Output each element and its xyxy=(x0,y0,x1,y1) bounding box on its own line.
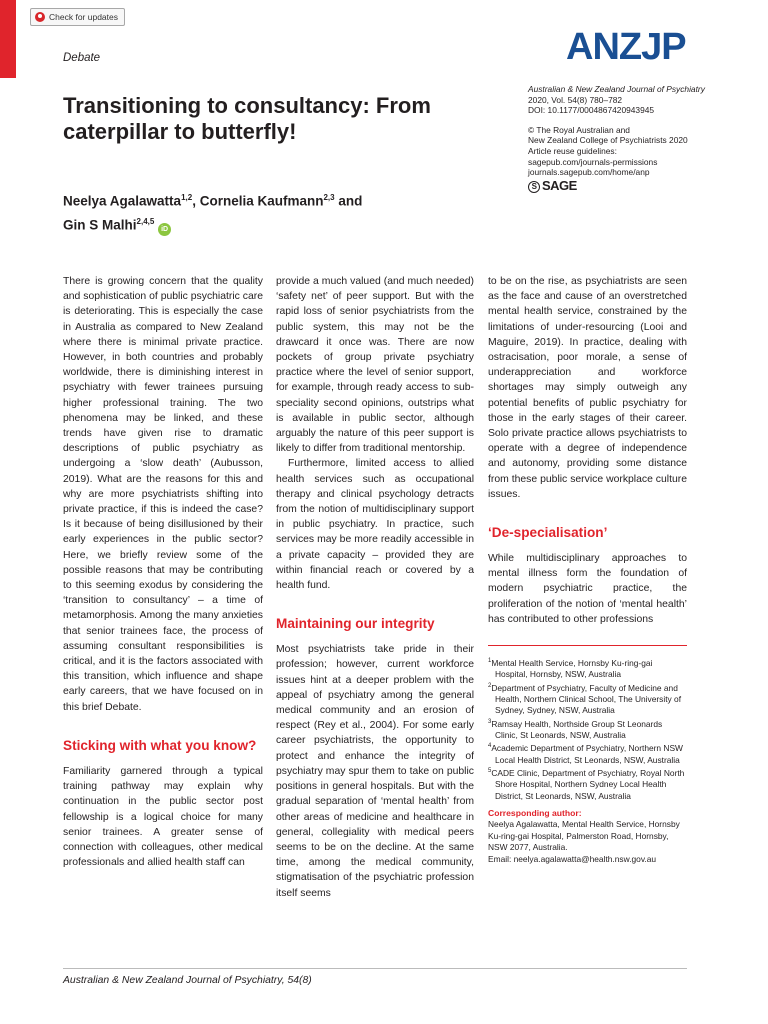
article-section-label: Debate xyxy=(63,52,101,64)
author-name[interactable]: Gin S Malhi xyxy=(63,217,137,232)
body-paragraph: Familiarity garnered through a typical training pathway may explain why continuation in the public sector post fellowship is a logical choice for many senior trainees. A greater sense of connection with colleagues, other medical professionals and allied health staff can xyxy=(63,765,263,869)
corresponding-author-email[interactable]: Email: neelya.agalawatta@health.nsw.gov.au xyxy=(488,853,657,864)
body-paragraph: There is growing concern that the quality and sophistication of public psychiatric care is deteriorating. This is especially the case in Australia as compared to New Zealand where there is minimal private practice. However, in both countries and probably worldwide, there is diminishing interest in psychiatry with fewer trainees pursuing higher professional training. The two phenomena may be linked, and these trends have given rise to dramatic descriptions of public psychiatry as undergoing a ‘slow death’ (Aubusson, 2019). What are the reasons for this and why are more psychiatrists shifting into private practice, if this is indeed the case? Is it because of being disillusioned by their early experiences in the public sector? Here, we briefly review some of the possible reasons that may be contributing to this seeming exodus by considering the ‘transition to consultancy’ – a time of metamorphosis. Among the many anxieties that senior trainees face, the process of assuming consultant responsibilities is critical, and it is the factors associated with this transition, which influence and shape early careers, that we have focused on in this brief Debate. xyxy=(63,276,263,713)
affiliation-item: $^1$Mental Health Service, Hornsby Ku-ring-gai Hospital, Hornsby, NSW, Australia xyxy=(488,657,653,680)
section-heading: Sticking with what you know? xyxy=(63,737,257,753)
body-column-1 xyxy=(63,274,263,870)
check-for-updates-label: Check for updates xyxy=(49,12,118,22)
article-title: Transitioning to consultancy: From caterpillar to butterfly! xyxy=(63,93,431,144)
publisher-name: SAGE xyxy=(542,178,577,194)
reuse-guidelines: Article reuse guidelines: xyxy=(528,145,617,156)
orcid-icon[interactable]: iD xyxy=(158,223,171,236)
footer-divider xyxy=(63,968,687,969)
affiliation-item: $^2$Department of Psychiatry, Faculty of Medicine and Health, Northern Clinical School, The University of Sydney, Sydney, NSW, Australia xyxy=(488,682,682,716)
author-name[interactable]: Neelya Agalawatta xyxy=(63,193,182,209)
footnote-divider xyxy=(488,645,687,646)
journal-logo: ANZJP xyxy=(566,26,686,68)
journal-doi[interactable]: DOI: 10.1177/0004867420943945 xyxy=(528,105,655,116)
publisher-logo xyxy=(528,178,748,194)
body-column-3 xyxy=(488,274,687,865)
copyright-line-1: © The Royal Australian and xyxy=(528,124,630,135)
affiliation-item: $^3$Ramsay Health, Northside Group St Leonards Clinic, St Leonards, NSW, Australia xyxy=(488,718,663,740)
journal-color-bar xyxy=(0,0,16,78)
author-affiliation-sup: 2,4,5 xyxy=(136,216,155,226)
author-affiliation-sup: 2,3 xyxy=(323,193,335,202)
copyright-line-2: New Zealand College of Psychiatrists 2020 xyxy=(528,135,688,146)
section-heading: ‘De-specialisation’ xyxy=(488,525,608,541)
journal-info-block xyxy=(528,84,748,193)
author-name[interactable]: Cornelia Kaufmann xyxy=(199,193,324,209)
body-paragraph: provide a much valued (and much needed) ‘safety net’ of peer support. But with the rapid loss of senior psychiatrists from the public system, this may not be the drawcard it once was. There are now pockets of group private psychiatry practice where the level of senior support, for example, through ready access to sub-speciality second opinions, outstrips what is available in public sector, although arguably the nature of this peer support is likely to differ from traditional mentorship. xyxy=(276,276,474,455)
corresponding-author-heading: Corresponding author: xyxy=(488,807,582,818)
body-paragraph: While multidisciplinary approaches to mental illness form the foundation of modern psychiatric practice, the proliferation of the notion of ‘mental health’ has contributed to other professions xyxy=(488,553,687,625)
author-list: Neelya Agalawatta$^{1,2}$, Cornelia Kaufmann$^{2,3}$ and Gin S Malhi$^{2,4,5}$ iD xyxy=(63,188,493,236)
page-footer: Australian & New Zealand Journal of Psychiatry, 54(8) xyxy=(63,975,312,986)
reuse-link[interactable]: sagepub.com/journals-permissions xyxy=(528,156,658,167)
affiliations-footnote xyxy=(488,656,687,865)
body-column-2 xyxy=(276,274,474,901)
journal-volume: 2020, Vol. 54(8) 780–782 xyxy=(528,94,623,105)
author-conjunction: and xyxy=(338,193,363,209)
journal-home-link[interactable]: journals.sagepub.com/home/anp xyxy=(528,167,650,178)
crossmark-icon xyxy=(35,12,45,22)
affiliation-item: $^4$Academic Department of Psychiatry, Northern NSW Local Health District, St Leonards, NSW, Australia xyxy=(488,743,683,765)
section-heading: Maintaining our integrity xyxy=(276,616,435,632)
body-paragraph: to be on the rise, as psychiatrists are seen as the face and cause of an overstretched mental health service, constrained by the limitations of under-resourcing (Looi and Maguire, 2019). In practice, dealing with ostracisation, poor morale, a sense of underappreciation and workforce shortages may simply outweigh any potential benefits of public psychiatry for those in the early stages of their career. Solo private practice allows psychiatrists to operate with a degree of independence and autonomy, providing some distance from these public service workplace culture issues. xyxy=(488,276,687,500)
body-paragraph: Furthermore, limited access to allied health services such as occupational therapy and clinical psychology detracts from the notion of multidisciplinary support in public psychiatry. In practice, such services may be more readily accessible in a private capacity – provided they are within financial reach or covered by a health fund. xyxy=(276,458,474,592)
author-affiliation-sup: 1,2 xyxy=(181,193,193,202)
body-paragraph: Most psychiatrists take pride in their profession; however, current workforce issues hint at a deeper problem with the appeal of psychiatry among the general medical community and an erosion of respect (Rey et al., 2004). For some early career psychiatrists, the opportunity to protect and enhance the integrity of psychiatry may spur them to take on public positions in general hospitals. But with the gradual separation of ‘mental health’ from other areas of medicine and healthcare in general, collegiality with medical peers seems to be on the decline. At the same time, among the medical community, stigmatisation of the psychiatric profession itself seems xyxy=(276,644,474,899)
sage-icon: S xyxy=(528,181,540,193)
affiliation-item: $^5$CADE Clinic, Department of Psychiatry, Royal North Shore Hospital, Northern Sydney Local Health District, St Leonards, NSW, Australia xyxy=(488,767,685,801)
check-for-updates-button[interactable] xyxy=(30,8,125,26)
corresponding-author-address: Neelya Agalawatta, Mental Health Service, Hornsby Ku-ring-gai Hospital, Palmerston Road, Hornsby, NSW 2077, Australia. xyxy=(488,819,680,853)
journal-name: Australian & New Zealand Journal of Psychiatry xyxy=(528,84,705,94)
